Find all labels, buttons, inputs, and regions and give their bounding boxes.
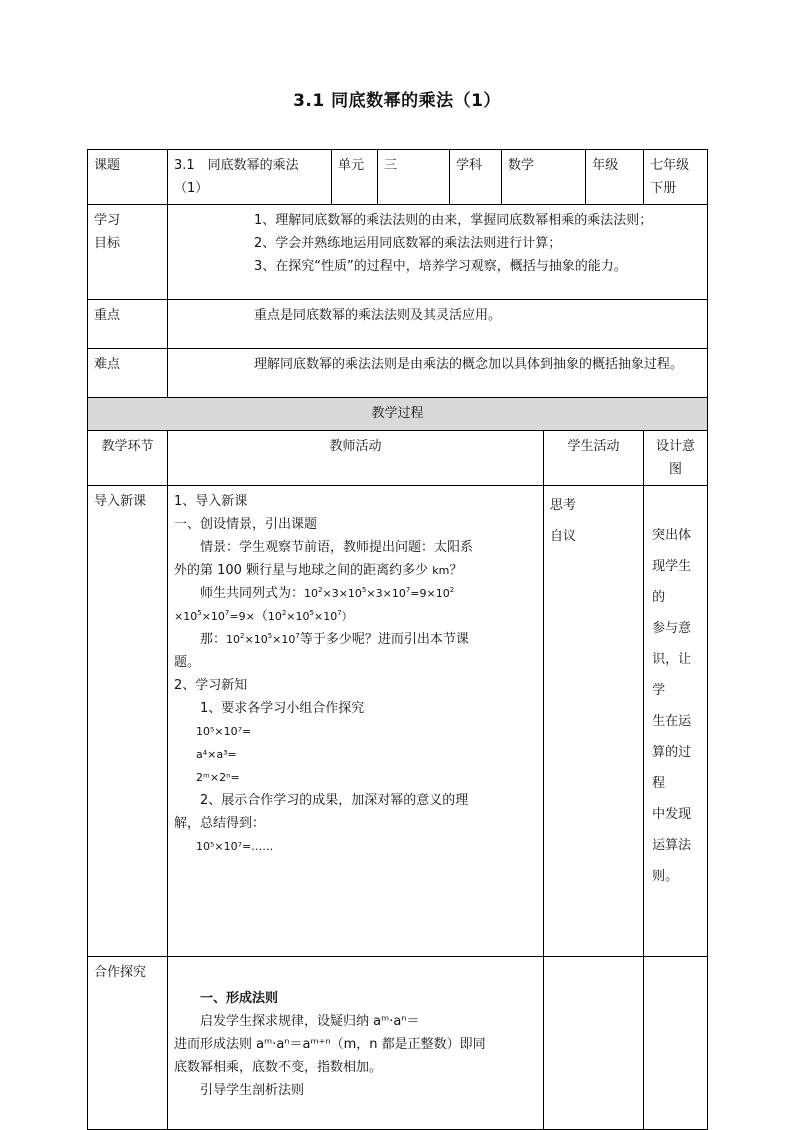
objective-item: 1、理解同底数幂的乘法法则的由来，掌握同底数幂相乘的乘法法则；: [254, 213, 653, 228]
formula-expression: $10^2\times 10^5\times 10^7$）: [267, 609, 353, 623]
formula-lead: 师生共同列式为：: [200, 586, 305, 601]
intro-stage: 导入新课: [88, 486, 168, 957]
coop-stage: 合作探究: [88, 957, 168, 1130]
process-heading-row: [88, 398, 708, 431]
difficulty-label: 难点: [88, 349, 168, 398]
difficulty-row: [88, 349, 708, 398]
coop-line: 引导学生剖析法则: [200, 1083, 305, 1098]
unit-km: km: [432, 564, 450, 577]
formula-expression: $10^2\times 10^5\times 10^7$: [226, 632, 300, 646]
intro-line: 情景：学生观察节前语，教师提出问题：太阳系: [200, 540, 474, 555]
process-heading: 教学过程: [88, 398, 708, 431]
question-line: [174, 628, 537, 651]
objectives-label-line-2: 目标: [94, 236, 121, 251]
student-activity-item: 自议: [550, 529, 577, 544]
exercise-line: 10⁵×10⁷=……: [196, 840, 274, 853]
grade-value-line-2: 下册: [650, 181, 677, 196]
key-points-text: 重点是同底数幂的乘法法则及其灵活应用。: [168, 300, 708, 349]
intro-line-text: ？: [449, 563, 463, 578]
coop-line: 进而形成法则 aᵐ·aⁿ＝aᵐ⁺ⁿ（m，n 都是正整数）即同: [174, 1037, 486, 1052]
design-line: 生在运算的过程: [652, 714, 692, 791]
coop-design-intent: [644, 957, 708, 1130]
column-header-student: 学生活动: [544, 431, 644, 486]
objectives-label: [88, 205, 168, 300]
column-header-design: 设计意图: [644, 431, 708, 486]
intro-line: 1、导入新课: [174, 494, 248, 509]
unit-value: 三: [378, 150, 450, 205]
objectives-content: [168, 205, 708, 300]
objective-item: 2、学会并熟练地运用同底数幂的乘法法则进行计算；: [254, 236, 562, 251]
subject-label: 学科: [450, 150, 502, 205]
coop-student-activity: [544, 957, 644, 1130]
process-column-header-row: [88, 431, 708, 486]
formula-line: [174, 605, 537, 628]
header-row: [88, 150, 708, 205]
lesson-plan-table: [87, 149, 708, 1130]
design-line: 中发现运算法则。: [652, 807, 692, 884]
objective-item: 3、在探究“性质”的过程中，培养学习观察，概括与抽象的能力。: [254, 259, 627, 274]
intro-line: 解，总结得到：: [174, 816, 266, 831]
coop-teacher-activity: [168, 957, 544, 1130]
objectives-row: [88, 205, 708, 300]
design-line: 突出体现学生的: [652, 528, 692, 605]
intro-line: 2、展示合作学习的成果，加深对幂的意义的理: [200, 793, 469, 808]
student-activity-item: 思考: [550, 498, 577, 513]
lesson-label: 课题: [88, 150, 168, 205]
coop-line: 启发学生探求规律，设疑归纳 aᵐ·aⁿ＝: [200, 1014, 420, 1029]
grade-value-line-1: 七年级: [650, 158, 690, 173]
objectives-label-line-1: 学习: [94, 213, 121, 228]
formula-paren: （: [254, 609, 268, 624]
document-title: 3.1 同底数幂的乘法（1）: [293, 91, 501, 111]
intro-line: 题。: [174, 655, 201, 670]
key-points-row: [88, 300, 708, 349]
intro-row: [88, 486, 708, 957]
intro-line: 1、要求各学习小组合作探究: [200, 701, 365, 716]
intro-line: 2、学习新知: [174, 678, 248, 693]
difficulty-text: 理解同底数幂的乘法法则是由乘法的概念加以具体到抽象的概括抽象过程。: [168, 349, 708, 398]
intro-line-text: 外的第 100 颗行星与地球之间的距离约多少: [174, 563, 433, 578]
exercise-line: a⁴×a³=: [196, 748, 237, 761]
key-points-label: 重点: [88, 300, 168, 349]
design-line: 参与意识，让学: [652, 621, 692, 698]
intro-line: [174, 559, 537, 582]
intro-teacher-activity: [168, 486, 544, 957]
formula-expression: $10^2\times 3\times 10^5\times 3\times 10^7=9\times 10^2$: [304, 586, 455, 600]
question-tail: 等于多少呢？进而引出本节课: [299, 632, 469, 647]
coop-heading: 一、形成法则: [200, 991, 279, 1006]
lesson-value: 3.1 同底数幂的乘法（1）: [168, 150, 332, 205]
unit-label: 单元: [332, 150, 378, 205]
formula-line: [174, 582, 537, 605]
grade-label: 年级: [586, 150, 644, 205]
intro-student-activity: [544, 486, 644, 957]
column-header-stage: 教学环节: [88, 431, 168, 486]
column-header-teacher: 教师活动: [168, 431, 544, 486]
formula-expression: $\times 10^5\times 10^7=9\times$: [174, 609, 255, 623]
coop-line: 底数幂相乘，底数不变，指数相加。: [174, 1060, 383, 1075]
exercise-line: 2ᵐ×2ⁿ=: [196, 771, 240, 784]
intro-design-intent: [644, 486, 708, 957]
coop-row: [88, 957, 708, 1130]
grade-value: [644, 150, 708, 205]
exercise-line: 10⁵×10⁷=: [196, 725, 252, 738]
subject-value: 数学: [502, 150, 586, 205]
intro-line: 一、创设情景，引出课题: [174, 517, 318, 532]
question-lead: 那：: [200, 632, 227, 647]
